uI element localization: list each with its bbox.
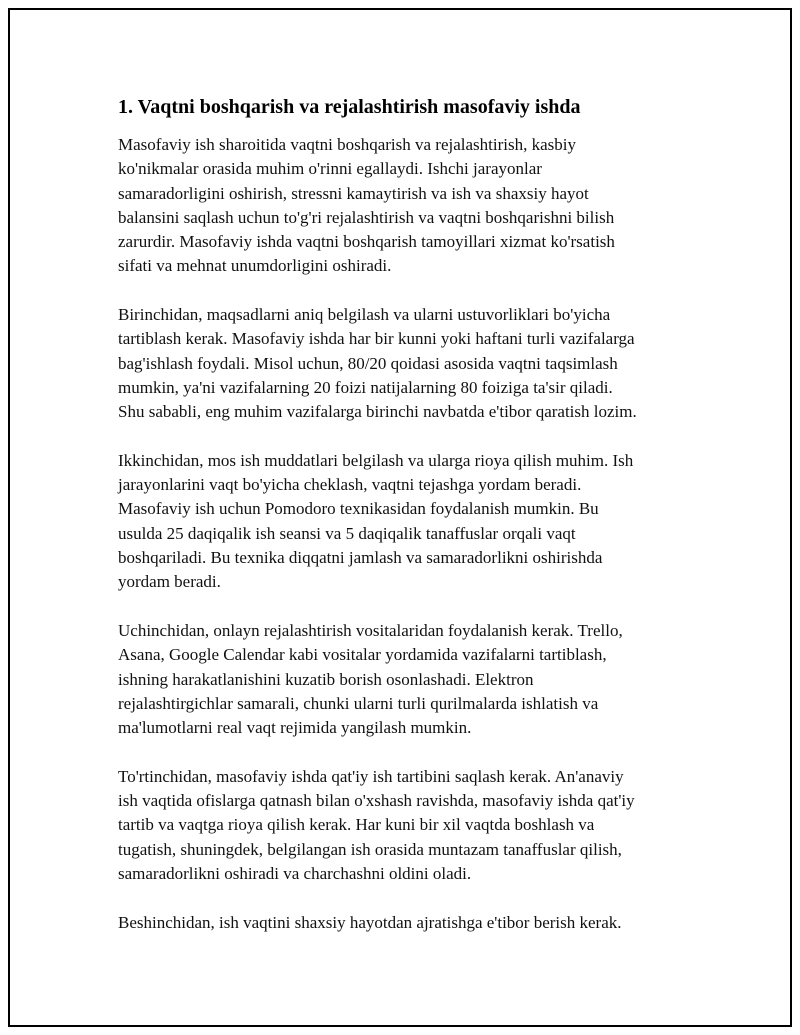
text-line: Uchinchidan, onlayn rejalashtirish vositalaridan foydalanish kerak. Trello, bbox=[118, 620, 623, 640]
text-line: ko'nikmalar orasida muhim o'rinni egallaydi. Ishchi jarayonlar bbox=[118, 159, 542, 179]
text-line: rejalashtirgichlar samarali, chunki ularni turli qurilmalarda ishlatish va bbox=[118, 693, 599, 713]
paragraph-6 bbox=[118, 911, 637, 935]
text-line: yordam beradi. bbox=[118, 572, 221, 592]
text-line: ish vaqtida ofislarga qatnash bilan o'xshash ravishda, masofaviy ishda qat'iy bbox=[118, 791, 635, 811]
text-line: tartiblash kerak. Masofaviy ishda har bir kunni yoki haftani turli vazifalarga bbox=[118, 329, 635, 349]
text-line: ishning harakatlanishini kuzatib borish osonlashadi. Elektron bbox=[118, 669, 534, 689]
text-line: Masofaviy ish uchun Pomodoro texnikasidan foydalanish mumkin. Bu bbox=[118, 499, 599, 519]
text-line: Masofaviy ish sharoitida vaqtni boshqarish va rejalashtirish, kasbiy bbox=[118, 135, 576, 154]
text-line: mumkin, ya'ni vazifalarning 20 foizi natijalarning 80 foiziga ta'sir qiladi. bbox=[118, 377, 613, 397]
text-line: sifati va mehnat unumdorligini oshiradi. bbox=[118, 256, 392, 276]
text-line: Asana, Google Calendar kabi vositalar yordamida vazifalarni tartiblash, bbox=[118, 645, 607, 665]
text-line: Ikkinchidan, mos ish muddatlari belgilash va ularga rioya qilish muhim. Ish bbox=[118, 450, 634, 470]
document-body bbox=[118, 95, 637, 959]
text-line: tugatish, shuningdek, belgilangan ish orasida muntazam tanaffuslar qilish, bbox=[118, 839, 622, 859]
text-line: Birinchidan, maqsadlarni aniq belgilash va ularni ustuvorliklari bo'yicha bbox=[118, 305, 611, 325]
text-line: Beshinchidan, ish vaqtini shaxsiy hayotdan ajratishga e'tibor berish kerak. bbox=[118, 912, 622, 932]
text-line: ma'lumotlarni real vaqt rejimida yangilash mumkin. bbox=[118, 718, 472, 738]
text-line: samaradorligini oshirish, stressni kamaytirish va ish va shaxsiy hayot bbox=[118, 183, 589, 203]
text-line: boshqariladi. Bu texnika diqqatni jamlash va samaradorlikni oshirishda bbox=[118, 548, 603, 568]
text-line: samaradorlikni oshiradi va charchashni oldini oladi. bbox=[118, 863, 472, 883]
text-line: To'rtinchidan, masofaviy ishda qat'iy ish tartibini saqlash kerak. An'anaviy bbox=[118, 766, 624, 786]
paragraph-4 bbox=[118, 619, 637, 740]
paragraph-3 bbox=[118, 449, 637, 595]
section-heading: 1. Vaqtni boshqarish va rejalashtirish masofaviy ishda bbox=[118, 96, 581, 118]
text-line: Shu sababli, eng muhim vazifalarga birinchi navbatda e'tibor qaratish lozim. bbox=[118, 402, 637, 422]
text-line: balansini saqlash uchun to'g'ri rejalashtirish va vaqtni boshqarishni bilish bbox=[118, 207, 615, 227]
text-line: usulda 25 daqiqalik ish seansi va 5 daqiqalik tanaffuslar orqali vaqt bbox=[118, 523, 576, 543]
paragraph-5 bbox=[118, 765, 637, 886]
text-line: jarayonlarini vaqt bo'yicha cheklash, vaqtni tejashga yordam beradi. bbox=[118, 475, 582, 495]
paragraph-1 bbox=[118, 133, 637, 279]
text-line: tartib va vaqtga rioya qilish kerak. Har kuni bir xil vaqtda boshlash va bbox=[118, 815, 595, 835]
paragraph-2 bbox=[118, 303, 637, 424]
text-line: zarurdir. Masofaviy ishda vaqtni boshqarish tamoyillari xizmat ko'rsatish bbox=[118, 232, 615, 252]
text-line: bag'ishlash foydali. Misol uchun, 80/20 qoidasi asosida vaqtni taqsimlash bbox=[118, 353, 618, 373]
